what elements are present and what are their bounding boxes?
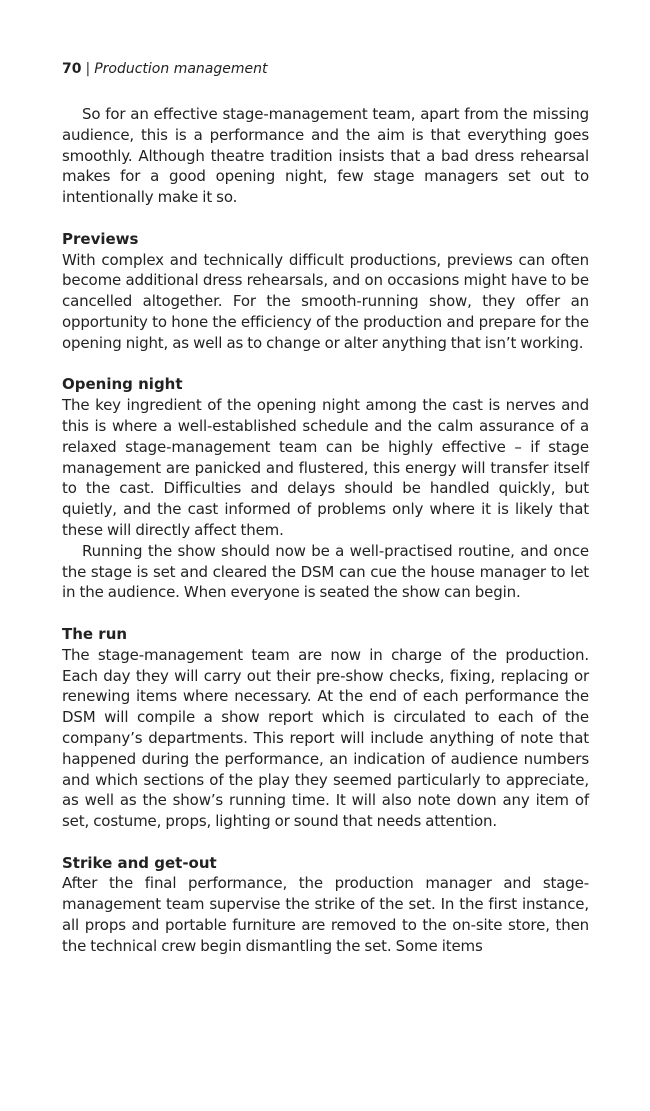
running-head-separator: | (85, 61, 91, 77)
body-paragraph: With complex and technically difficult productions, previews can often become additional dress rehearsals, and on occasions might have to be cancelled altogether. For the smooth-running show, they offer an opportunity to hone the efficiency of the production and prepare for the opening night, as well as to change or alter anything that isn’t working. (62, 250, 589, 352)
section-the-run (62, 624, 589, 832)
body-paragraph: Running the show should now be a well-practised routine, and once the stage is set and cleared the DSM can cue the house manager to let in the audience. When everyone is seated the show can begin. (62, 541, 589, 602)
section-heading: Previews (62, 229, 139, 248)
body-paragraph: The key ingredient of the opening night among the cast is nerves and this is where a well-established schedule and the calm assurance of a relaxed stage-management team can be highly effective – if stage management are panicked and flustered, this energy will transfer itself to the cast. Difficulties and delays should be handled quickly, but quietly, and the cast informed of problems only where it is likely that these will directly affect them. (62, 396, 589, 539)
section-heading: Strike and get-out (62, 853, 217, 872)
section-heading: Opening night (62, 375, 183, 394)
chapter-title: Production management (94, 61, 268, 77)
section-heading: The run (62, 624, 128, 643)
body-paragraph: After the final performance, the production manager and stage-management team supervise the strike of the set. In the first instance, all props and portable furniture are removed to the on-site store, then the technical crew begin dismantling the set. Some items (62, 874, 589, 955)
body-paragraph: The stage-management team are now in charge of the production. Each day they will carry out their pre-show checks, fixing, replacing or renewing items where necessary. At the end of each performance the DSM will compile a show report which is circulated to each of the company’s departments. This report will include anything of note that happened during the performance, an indication of audience numbers and which sections of the play they seemed particularly to appreciate, as well as the show’s running time. It will also note down any item of set, costume, props, lighting or sound that needs attention. (62, 645, 589, 831)
running-head (62, 58, 589, 80)
body-paragraph: So for an effective stage-management team, apart from the missing audience, this is a performance and the aim is that everything goes smoothly. Although theatre tradition insists that a bad dress rehearsal makes for a good opening night, few stage managers set out to intentionally make it so. (62, 105, 589, 207)
section-previews (62, 229, 589, 354)
section-opening-night (62, 374, 589, 603)
book-page (62, 58, 589, 957)
section-strike-and-get-out (62, 853, 589, 957)
page-number: 70 (62, 61, 82, 77)
section-intro (62, 104, 589, 208)
